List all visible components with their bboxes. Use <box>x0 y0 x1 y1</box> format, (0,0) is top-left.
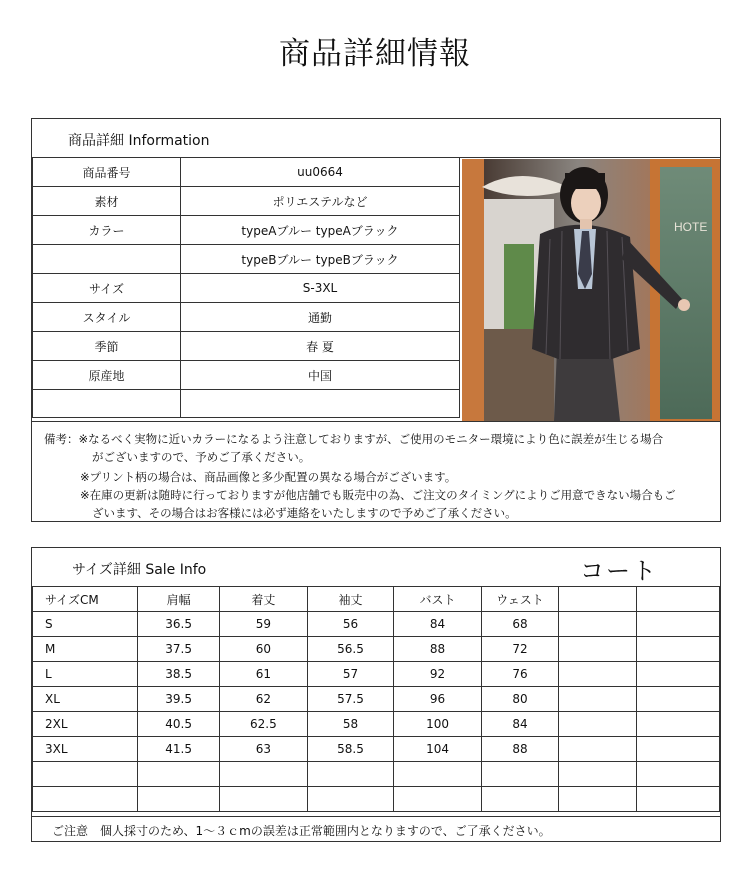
spec-value: 通勤 <box>181 303 460 332</box>
size-column-header: サイズCM <box>33 587 138 612</box>
spec-row <box>33 274 460 303</box>
size-value-cell: 58 <box>307 712 394 737</box>
spec-key: 季節 <box>33 332 181 361</box>
size-label-cell <box>33 762 138 787</box>
spec-row <box>33 216 460 245</box>
product-info-section <box>31 118 721 522</box>
spec-row <box>33 390 460 418</box>
size-label-cell <box>33 787 138 812</box>
size-value-cell <box>559 762 637 787</box>
size-column-header: ウェスト <box>481 587 559 612</box>
size-value-cell <box>220 787 308 812</box>
size-value-cell: 88 <box>481 737 559 762</box>
size-value-cell <box>559 737 637 762</box>
size-label-cell: 2XL <box>33 712 138 737</box>
size-value-cell: 62 <box>220 687 308 712</box>
size-value-cell <box>559 662 637 687</box>
size-value-cell <box>637 662 720 687</box>
size-value-cell: 40.5 <box>138 712 220 737</box>
spec-row <box>33 361 460 390</box>
spec-value: uu0664 <box>181 158 460 187</box>
size-value-cell <box>481 762 559 787</box>
size-row <box>33 612 720 637</box>
size-value-cell: 88 <box>394 637 481 662</box>
size-value-cell <box>307 787 394 812</box>
size-value-cell: 63 <box>220 737 308 762</box>
spec-value: 春 夏 <box>181 332 460 361</box>
product-photo <box>462 159 720 421</box>
product-info-heading: 商品詳細 Information <box>68 133 210 149</box>
size-note-text: ご注意 個人採寸のため、1～３ｃmの誤差は正常範囲内となりますので、ご了承ください。 <box>52 824 551 838</box>
size-value-cell <box>559 637 637 662</box>
size-header-row <box>33 587 720 612</box>
spec-key: サイズ <box>33 274 181 303</box>
size-value-cell: 41.5 <box>138 737 220 762</box>
size-label-cell: 3XL <box>33 737 138 762</box>
size-value-cell <box>307 762 394 787</box>
spec-table <box>32 157 460 418</box>
product-info-header <box>32 119 720 158</box>
size-value-cell <box>559 787 637 812</box>
page-title: 商品詳細情報 <box>279 36 471 72</box>
size-column-header: バスト <box>394 587 481 612</box>
spec-key: カラー <box>33 216 181 245</box>
spec-row <box>33 158 460 187</box>
size-row <box>33 762 720 787</box>
spec-key: スタイル <box>33 303 181 332</box>
size-value-cell <box>637 712 720 737</box>
size-section <box>31 547 721 842</box>
remark-line: がございますので、予めご了承ください。 <box>92 450 311 464</box>
size-row <box>33 637 720 662</box>
size-value-cell: 56 <box>307 612 394 637</box>
size-value-cell <box>138 762 220 787</box>
size-value-cell: 60 <box>220 637 308 662</box>
size-value-cell: 68 <box>481 612 559 637</box>
size-value-cell <box>481 787 559 812</box>
size-value-cell: 58.5 <box>307 737 394 762</box>
size-value-cell <box>138 787 220 812</box>
size-value-cell: 72 <box>481 637 559 662</box>
size-value-cell: 59 <box>220 612 308 637</box>
spec-key: 原産地 <box>33 361 181 390</box>
spec-value: typeAブルー typeAブラック <box>181 216 460 245</box>
size-value-cell: 80 <box>481 687 559 712</box>
size-column-header: 肩幅 <box>138 587 220 612</box>
size-label-cell: L <box>33 662 138 687</box>
size-label-cell: M <box>33 637 138 662</box>
size-value-cell <box>559 687 637 712</box>
size-column-header: 着丈 <box>220 587 308 612</box>
size-table <box>32 586 720 812</box>
size-value-cell <box>637 737 720 762</box>
size-header <box>32 548 720 587</box>
size-row <box>33 662 720 687</box>
size-value-cell <box>559 712 637 737</box>
size-row <box>33 687 720 712</box>
size-value-cell <box>637 637 720 662</box>
remark-line: ※在庫の更新は随時に行っておりますが他店舗でも販売中の為、ご注文のタイミングによりご用意できない場合もご <box>80 488 676 502</box>
size-column-header: 袖丈 <box>307 587 394 612</box>
size-note <box>32 816 720 842</box>
size-value-cell <box>637 787 720 812</box>
door-sign-text: HOTE <box>674 220 708 234</box>
spec-row <box>33 187 460 216</box>
size-value-cell: 57 <box>307 662 394 687</box>
size-row <box>33 787 720 812</box>
size-column-header <box>559 587 637 612</box>
size-label-cell: XL <box>33 687 138 712</box>
garment-label: コート <box>580 557 658 585</box>
remark-line: ※プリント柄の場合は、商品画像と多少配置の異なる場合がございます。 <box>80 470 457 484</box>
size-value-cell <box>637 612 720 637</box>
spec-value: 中国 <box>181 361 460 390</box>
remark-line: 備考：※なるべく実物に近いカラーになるよう注意しておりますが、ご使用のモニター環境により色に誤差が生じる場合 <box>44 432 664 446</box>
size-column-header <box>637 587 720 612</box>
size-heading: サイズ詳細 Sale Info <box>72 562 207 578</box>
size-value-cell <box>220 762 308 787</box>
size-value-cell: 56.5 <box>307 637 394 662</box>
size-value-cell: 37.5 <box>138 637 220 662</box>
size-value-cell: 84 <box>394 612 481 637</box>
size-value-cell <box>559 612 637 637</box>
size-value-cell <box>394 787 481 812</box>
spec-value: ポリエステルなど <box>181 187 460 216</box>
size-value-cell: 36.5 <box>138 612 220 637</box>
spec-value <box>181 390 460 418</box>
size-row <box>33 712 720 737</box>
spec-key: 商品番号 <box>33 158 181 187</box>
size-value-cell: 76 <box>481 662 559 687</box>
size-value-cell: 104 <box>394 737 481 762</box>
size-value-cell: 84 <box>481 712 559 737</box>
spec-value: typeBブルー typeBブラック <box>181 245 460 274</box>
spec-value: S-3XL <box>181 274 460 303</box>
remarks <box>32 421 720 522</box>
spec-row <box>33 332 460 361</box>
spec-key <box>33 390 181 418</box>
spec-key: 素材 <box>33 187 181 216</box>
remark-line: ざいます、その場合はお客様には必ず連絡をいたしますので予めご了承ください。 <box>92 506 517 520</box>
size-value-cell: 61 <box>220 662 308 687</box>
size-value-cell <box>637 762 720 787</box>
size-value-cell <box>394 762 481 787</box>
size-label-cell: S <box>33 612 138 637</box>
size-value-cell: 57.5 <box>307 687 394 712</box>
spec-row <box>33 245 460 274</box>
spec-key <box>33 245 181 274</box>
size-value-cell <box>637 687 720 712</box>
size-row <box>33 737 720 762</box>
size-value-cell: 62.5 <box>220 712 308 737</box>
size-value-cell: 92 <box>394 662 481 687</box>
spec-row <box>33 303 460 332</box>
size-value-cell: 39.5 <box>138 687 220 712</box>
size-value-cell: 100 <box>394 712 481 737</box>
size-value-cell: 96 <box>394 687 481 712</box>
size-value-cell: 38.5 <box>138 662 220 687</box>
